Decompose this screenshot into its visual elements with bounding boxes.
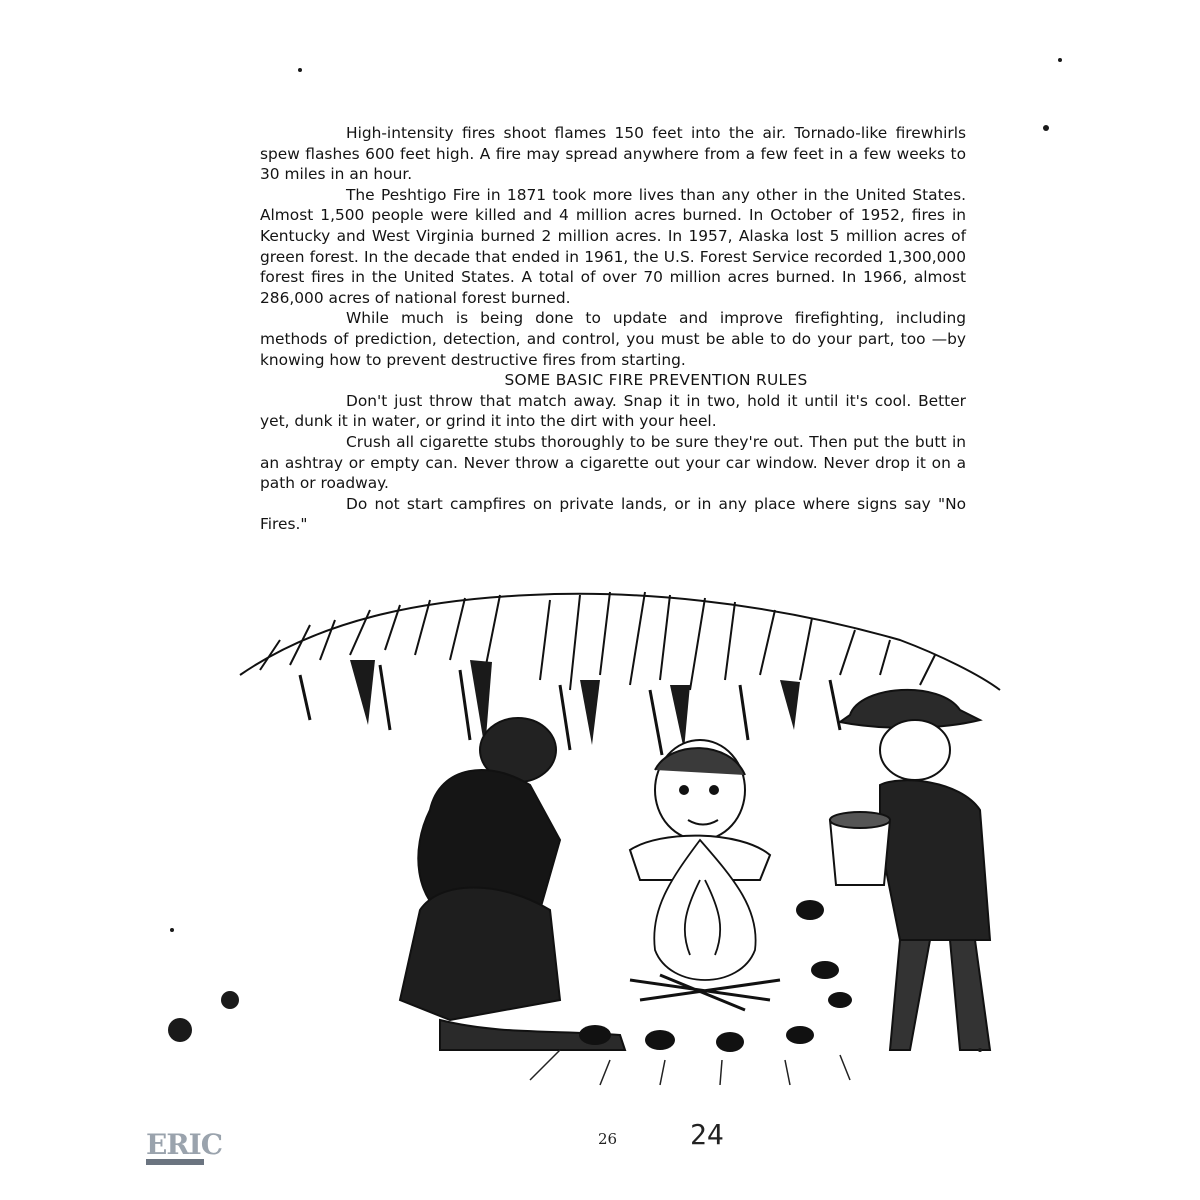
page-number: 26: [598, 1130, 618, 1148]
rule-cigarettes: Crush all cigarette stubs thoroughly to be sure they're out. Then put the butt in an ashtray or empty can. Never throw a cigarette out your car window. Never drop it on a path or roadway.: [260, 432, 966, 493]
rule-matches: Don't just throw that match away. Snap it in two, hold it until it's cool. Better yet, dunk it in water, or grind it into the dirt with your heel.: [260, 391, 966, 431]
stamp-number: 24: [690, 1118, 724, 1151]
paragraph-prevention-intro: While much is being done to update and improve firefighting, including methods of prediction, detection, and control, you must be able to do your part, too —by knowing how to prevent destructive fires from starting.: [260, 309, 966, 369]
rule-campfires: Do not start campfires on private lands, or in any place where signs say "No Fires.": [260, 494, 966, 534]
ground: [530, 1050, 850, 1085]
paragraph-fire-history: The Peshtigo Fire in 1871 took more lives than any other in the United States. Almost 1,500 people were killed and 4 million acres burned. In October of 1952, fires in Kentucky and West Virginia burned 2 million acres. In 1957, Alaska lost 5 million acres of green forest. In the decade that ended in 1961, the U.S. Forest Service recorded 1,300,000 forest fires in the United States. A total of over 70 million acres burned. In 1966, almost 286,000 acres of national forest burned.: [260, 185, 966, 307]
paragraph-fire-intensity: High-intensity fires shoot flames 150 feet into the air. Tornado-like firewhirls spew flashes 600 feet high. A fire may spread anywhere from a few feet in a few weeks to 30 miles in an hour.: [260, 124, 966, 184]
branch-shading: [350, 660, 800, 750]
eric-logo-text: ERIC: [146, 1128, 222, 1161]
section-heading: SOME BASIC FIRE PREVENTION RULES: [504, 371, 808, 390]
campfire-illustration: [200, 580, 1020, 1100]
eric-logo: [146, 1128, 222, 1184]
figure-right: [830, 690, 990, 1050]
body-text: [260, 123, 966, 535]
figure-left: [400, 718, 625, 1050]
